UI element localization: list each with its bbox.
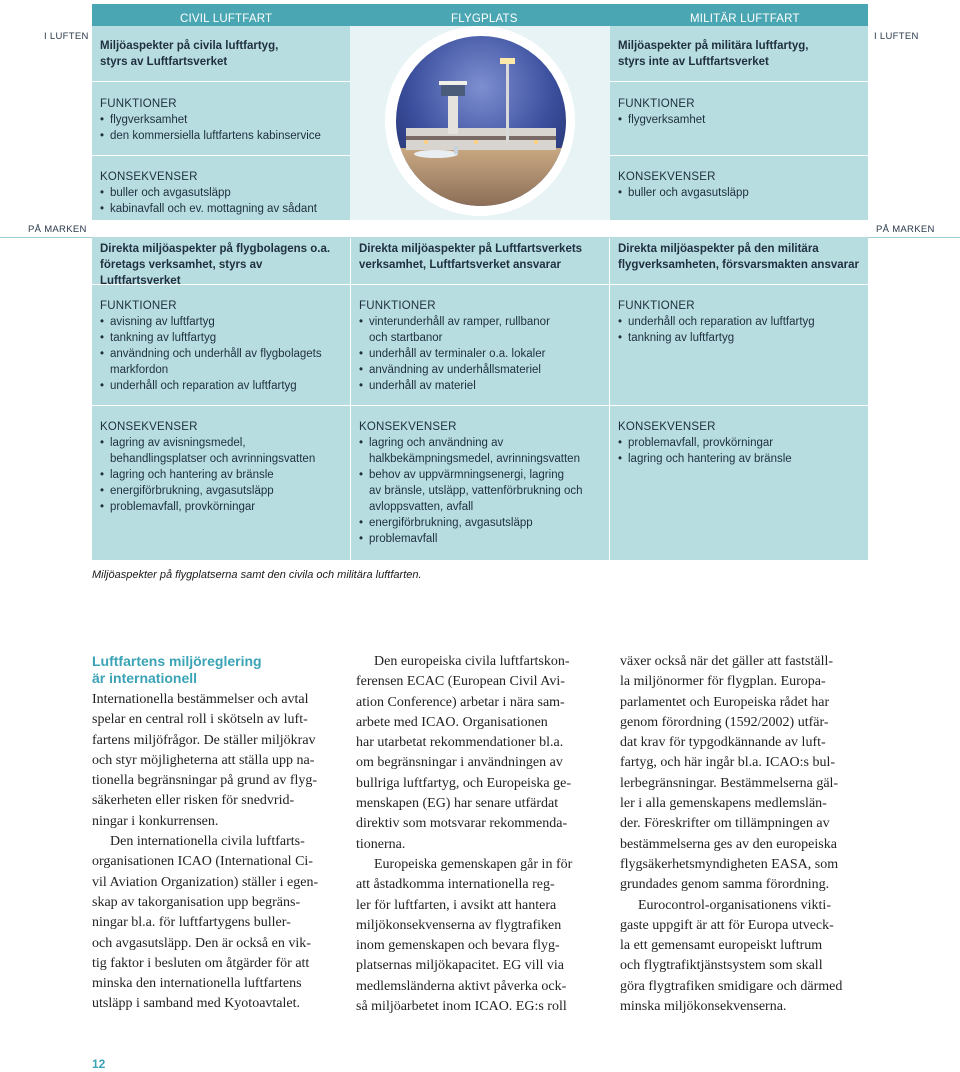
- list-item: • buller och avgasutsläpp: [100, 185, 342, 201]
- divider: [610, 81, 868, 82]
- list-item: • användning av underhållsmateriel: [359, 362, 601, 378]
- divider: [351, 405, 609, 406]
- list-item: • tankning av luftfartyg: [100, 330, 342, 346]
- list-item: • avisning av luftfartyg: [100, 314, 342, 330]
- list-item: • flygverksamhet: [100, 112, 342, 128]
- list-item: • lagring och användning av halkbekämpningsmedel, avrinningsvatten: [359, 435, 601, 467]
- page-number: 12: [92, 1057, 106, 1071]
- air-civil-functions: FUNKTIONER • flygverksamhet • den kommersiella luftfartens kabinservice: [92, 96, 350, 144]
- diagram-header: [92, 4, 868, 26]
- header-military: MILITÄR LUFTFART: [690, 13, 800, 25]
- ground-airport-functions: FUNKTIONER • vinterunderhåll av ramper, rullbanor och startbanor • underhåll av terminaler o.a. lokaler • användning av underhållsmateriel • underhåll av materiel: [351, 298, 609, 394]
- divider: [92, 81, 350, 82]
- divider: [92, 155, 350, 156]
- label-air-right: I LUFTEN: [874, 31, 919, 42]
- air-military-title: Miljöaspekter på militära luftfartyg, styrs inte av Luftfartsverket: [618, 40, 809, 68]
- list-item: • lagring av avisningsmedel, behandlingsplatser och avrinningsvatten: [100, 435, 342, 467]
- list-item: • problemavfall, provkörningar: [618, 435, 860, 451]
- label-ground-left: PÅ MARKEN: [28, 224, 87, 235]
- header-civil: CIVIL LUFTFART: [180, 13, 273, 25]
- header-airports: FLYGPLATS: [451, 13, 518, 25]
- ground-airport-title: Direkta miljöaspekter på Luftfartsverkets verksamhet, Luftfartsverket ansvarar: [359, 243, 583, 271]
- airport-photo: [396, 36, 566, 206]
- label-air-left: I LUFTEN: [44, 31, 89, 42]
- air-civil-consequences: KONSEKVENSER • buller och avgasutsläpp • kabinavfall och ev. mottagning av sådant: [92, 169, 350, 217]
- list-item: • underhåll av terminaler o.a. lokaler: [359, 346, 601, 362]
- ground-civil-title: Direkta miljöaspekter på flygbolagens o.a. företags verksamhet, styrs av Luftfartsverket: [100, 243, 331, 287]
- ground-military-consequences: KONSEKVENSER • problemavfall, provkörningar • lagring och hantering av bränsle: [610, 419, 868, 467]
- list-item: • energiförbrukning, avgasutsläpp: [100, 483, 342, 499]
- list-item: • problemavfall, provkörningar: [100, 499, 342, 515]
- list-item: • problemavfall: [359, 531, 601, 547]
- list-item: • lagring och hantering av bränsle: [618, 451, 860, 467]
- list-item: • vinterunderhåll av ramper, rullbanor och startbanor: [359, 314, 601, 346]
- article-column-1: Internationella bestämmelser och avtal spelar en central roll i skötseln av luft- fartens miljöfrågor. De ställer miljökrav och styr möjligheterna att ställa upp na- tionella begränsningar på grund av flyg- säkerheten eller risken för snedvrid- ningar i konkurrensen. Den internationella civila luftfarts- organisationen ICAO (International Ci- vil Aviation Organization) ställer i egen- skap av takorganisation upp begräns- ningar bl.a. för luftfartygens buller- och avgasutsläpp. Den är också en vik- tig faktor i besluten om åtgärder för att minska den internationella luftfartens utsläpp i samband med Kyotoavtalet.: [92, 692, 319, 1012]
- list-item: • underhåll av materiel: [359, 378, 601, 394]
- list-item: • underhåll och reparation av luftfartyg: [618, 314, 860, 330]
- ground-airport-consequences: KONSEKVENSER • lagring och användning av halkbekämpningsmedel, avrinningsvatten • behov av uppvärmningsenergi, lagring av bränsle, utsläpp, vattenförbrukning och avloppsvatten, avfall • energiförbrukning, avgasutsläpp • problemavfall: [351, 419, 609, 547]
- air-military-functions: FUNKTIONER • flygverksamhet: [610, 96, 868, 128]
- article-column-3: växer också när det gäller att fastställ- la miljönormer för flygplan. Europa- parlamentet och Europeiska rådet har genom förordning (1592/2002) utfär- dat krav för typgodkännande av luft- fartyg, och här ingår bl.a. ICAO:s bul- lerbegränsningar. Bestämmelserna gäl- ler i alla gemenskapens medlemslän- der. Föreskrifter om tillämpningen av bestämmelserna ges av den europeiska flygsäkerhetsmyndigheten EASA, som grundades genom samma förordning. Eurocontrol-organisationens vikti- gaste uppgift är att för Europa utveck- la ett gemensamt europeiskt luftrum och flygtrafiktjänstsystem som skall göra flygtrafiken smidigare och därmed minska miljökonsekvenserna.: [620, 654, 843, 1015]
- air-military-consequences: KONSEKVENSER • buller och avgasutsläpp: [610, 169, 868, 201]
- list-item: • behov av uppvärmningsenergi, lagring av bränsle, utsläpp, vattenförbrukning och avloppsvatten, avfall: [359, 467, 601, 515]
- air-civil-title: Miljöaspekter på civila luftfartyg, styrs av Luftfartsverket: [100, 40, 279, 68]
- list-item: • kabinavfall och ev. mottagning av sådant: [100, 201, 342, 217]
- ground-civil-functions: FUNKTIONER • avisning av luftfartyg • tankning av luftfartyg • användning och underhåll av flygbolagets markfordon • underhåll och reparation av luftfartyg: [92, 298, 350, 394]
- divider: [92, 405, 350, 406]
- divider: [610, 284, 868, 285]
- ground-airport-panel: [351, 237, 609, 560]
- air-civil-panel: [92, 26, 350, 220]
- divider: [92, 284, 350, 285]
- article-column-2: Den europeiska civila luftfartskon- ferensen ECAC (European Civil Avi- ation Conference) arbetar i nära sam- arbete med ICAO. Organisationen har utarbetat rekommendationer bl.a. om begränsningar i användningen av bullriga luftfartyg, och Europeiska ge- menskapen (EG) har senare utfärdat direktiv som motsvarar rekommenda- tionerna. Europeiska gemenskapen går in för att åstadkomma internationella reg- ler för luftfarten, i avsikt att hantera miljökonsekvenserna av flygtrafiken inom gemenskapen och bevara flyg- platsernas miljökapacitet. EG vill via medlemsländerna aktivt påverka ock- så miljöarbetet inom ICAO. EG:s roll: [356, 654, 573, 1015]
- air-military-panel: [610, 26, 868, 220]
- list-item: • energiförbrukning, avgasutsläpp: [359, 515, 601, 531]
- ground-military-panel: [610, 237, 868, 560]
- list-item: • flygverksamhet: [618, 112, 860, 128]
- divider: [351, 284, 609, 285]
- list-item: • buller och avgasutsläpp: [618, 185, 860, 201]
- list-item: • användning och underhåll av flygbolagets markfordon: [100, 346, 342, 378]
- air-airport-panel: [350, 26, 610, 220]
- label-ground-right: PÅ MARKEN: [876, 224, 935, 235]
- list-item: • lagring och hantering av bränsle: [100, 467, 342, 483]
- list-item: • underhåll och reparation av luftfartyg: [100, 378, 342, 394]
- list-item: • den kommersiella luftfartens kabinservice: [100, 128, 342, 144]
- ground-civil-consequences: KONSEKVENSER • lagring av avisningsmedel, behandlingsplatser och avrinningsvatten • lagring och hantering av bränsle • energiförbrukning, avgasutsläpp • problemavfall, provkörningar: [92, 419, 350, 515]
- list-item: • tankning av luftfartyg: [618, 330, 860, 346]
- article-title: Luftfartens miljöreglering är internationell: [92, 653, 262, 686]
- ground-civil-panel: [92, 237, 350, 560]
- divider: [610, 155, 868, 156]
- ground-military-functions: FUNKTIONER • underhåll och reparation av luftfartyg • tankning av luftfartyg: [610, 298, 868, 346]
- divider: [610, 405, 868, 406]
- figure-caption: Miljöaspekter på flygplatserna samt den civila och militära luftfarten.: [92, 569, 422, 581]
- ground-military-title: Direkta miljöaspekter på den militära flygverksamheten, försvarsmakten ansvarar: [618, 243, 859, 271]
